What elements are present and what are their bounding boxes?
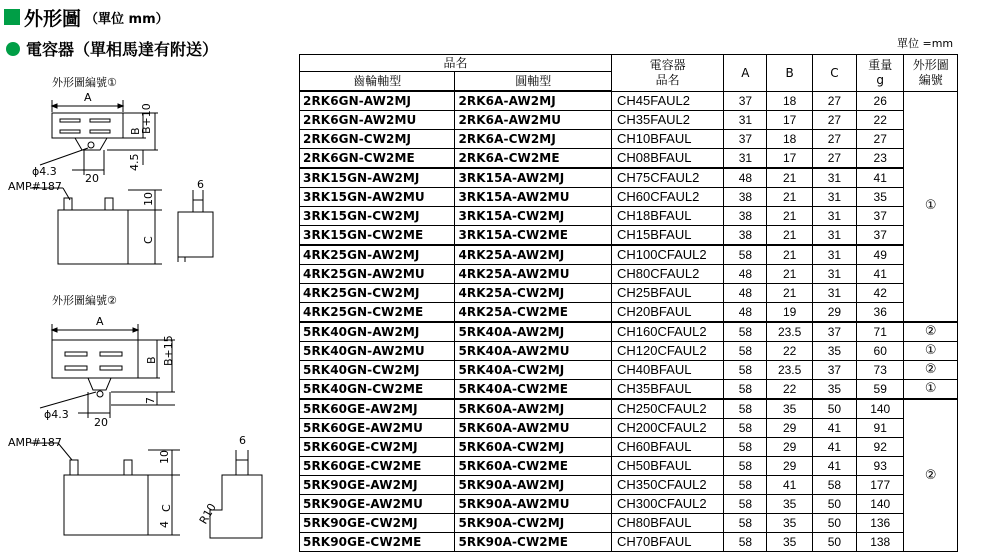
header-product-name: 品名: [300, 55, 612, 72]
dim-c-cell: 31: [812, 284, 856, 303]
dim-a-cell: 58: [724, 322, 767, 342]
dim-a-cell: 48: [724, 265, 767, 284]
dim-b-cell: 18: [767, 130, 812, 149]
dim-b-cell: 17: [767, 111, 812, 130]
dim-c-cell: 41: [812, 457, 856, 476]
capacitor-cell: CH08BFAUL: [612, 149, 724, 169]
gear-shaft-cell: 5RK40GN-AW2MU: [300, 342, 455, 361]
dim-c-cell: 50: [812, 399, 856, 419]
dim-c-cell: 31: [812, 207, 856, 226]
weight-cell: 41: [857, 168, 904, 188]
capacitor-cell: CH20BFAUL: [612, 303, 724, 323]
gear-shaft-cell: 2RK6GN-AW2MJ: [300, 91, 455, 111]
weight-cell: 23: [857, 149, 904, 169]
round-shaft-cell: 2RK6A-CW2ME: [455, 149, 612, 169]
dim-c-cell: 31: [812, 226, 856, 246]
gear-shaft-cell: 5RK40GN-AW2MJ: [300, 322, 455, 342]
gear-shaft-cell: 5RK90GE-AW2MU: [300, 495, 455, 514]
dim-a-cell: 38: [724, 226, 767, 246]
capacitor-cell: CH50BFAUL: [612, 457, 724, 476]
table-row: [300, 322, 958, 342]
figure-no-cell: ②: [904, 361, 958, 380]
gear-shaft-cell: 5RK40GN-CW2MJ: [300, 361, 455, 380]
weight-cell: 177: [857, 476, 904, 495]
dim-c-cell: 35: [812, 380, 856, 400]
fig2-dim-4: 4: [158, 521, 171, 528]
dim-c-cell: 50: [812, 514, 856, 533]
section-heading: [6, 37, 218, 60]
fig1-dim-b10: B+10: [140, 103, 153, 134]
weight-cell: 27: [857, 130, 904, 149]
dim-a-cell: 58: [724, 495, 767, 514]
dim-b-cell: 35: [767, 399, 812, 419]
table-row: [300, 265, 958, 284]
capacitor-cell: CH75CFAUL2: [612, 168, 724, 188]
table-row: [300, 130, 958, 149]
gear-shaft-cell: 5RK90GE-CW2MJ: [300, 514, 455, 533]
weight-cell: 22: [857, 111, 904, 130]
round-shaft-cell: 5RK60A-AW2MU: [455, 419, 612, 438]
header-weight-line1: 重量: [868, 57, 893, 72]
dim-b-cell: 41: [767, 476, 812, 495]
round-shaft-cell: 4RK25A-AW2MJ: [455, 245, 612, 265]
weight-cell: 93: [857, 457, 904, 476]
dim-c-cell: 27: [812, 91, 856, 111]
header-figure-line2: 編號: [918, 72, 943, 87]
fig1-dim-20: 20: [85, 172, 99, 185]
dim-b-cell: 21: [767, 188, 812, 207]
weight-cell: 41: [857, 265, 904, 284]
table-row: [300, 495, 958, 514]
gear-shaft-cell: 3RK15GN-CW2ME: [300, 226, 455, 246]
capacitor-cell: CH80CFAUL2: [612, 265, 724, 284]
dim-b-cell: 21: [767, 207, 812, 226]
capacitor-cell: CH70BFAUL: [612, 533, 724, 552]
weight-cell: 140: [857, 399, 904, 419]
table-row: [300, 91, 958, 111]
weight-cell: 92: [857, 438, 904, 457]
header-weight-line2: g: [876, 72, 885, 87]
table-row: [300, 361, 958, 380]
table-row: [300, 188, 958, 207]
gear-shaft-cell: 4RK25GN-AW2MJ: [300, 245, 455, 265]
gear-shaft-cell: 3RK15GN-AW2MJ: [300, 168, 455, 188]
round-shaft-cell: 3RK15A-CW2ME: [455, 226, 612, 246]
fig2-dim-c: C: [160, 504, 173, 512]
round-shaft-cell: 5RK40A-CW2ME: [455, 380, 612, 400]
capacitor-cell: CH100CFAUL2: [612, 245, 724, 265]
gear-shaft-cell: 2RK6GN-CW2ME: [300, 149, 455, 169]
weight-cell: 91: [857, 419, 904, 438]
gear-shaft-cell: 2RK6GN-CW2MJ: [300, 130, 455, 149]
table-row: [300, 168, 958, 188]
figure-2-drawing: [0, 310, 290, 545]
header-capacitor: [612, 55, 724, 92]
header-round-shaft: 圓軸型: [455, 72, 612, 92]
gear-shaft-cell: 3RK15GN-CW2MJ: [300, 207, 455, 226]
dim-a-cell: 48: [724, 284, 767, 303]
dim-b-cell: 18: [767, 91, 812, 111]
capacitor-cell: CH80BFAUL: [612, 514, 724, 533]
capacitor-cell: CH160CFAUL2: [612, 322, 724, 342]
gear-shaft-cell: 5RK90GE-AW2MJ: [300, 476, 455, 495]
dim-b-cell: 35: [767, 514, 812, 533]
round-shaft-cell: 5RK60A-CW2MJ: [455, 438, 612, 457]
table-row: [300, 514, 958, 533]
table-row: [300, 226, 958, 246]
dim-c-cell: 31: [812, 265, 856, 284]
round-shaft-cell: 5RK40A-CW2MJ: [455, 361, 612, 380]
fig2-amp: AMP#187: [8, 436, 62, 449]
green-dot-icon: [6, 42, 20, 56]
fig2-dim-a: A: [96, 315, 104, 328]
weight-cell: 73: [857, 361, 904, 380]
header-b: B: [767, 55, 812, 92]
weight-cell: 140: [857, 495, 904, 514]
dim-b-cell: 21: [767, 265, 812, 284]
dim-c-cell: 27: [812, 130, 856, 149]
fig1-dim-a: A: [84, 91, 92, 104]
dim-b-cell: 21: [767, 245, 812, 265]
capacitor-cell: CH300CFAUL2: [612, 495, 724, 514]
capacitor-cell: CH18BFAUL: [612, 207, 724, 226]
table-row: [300, 438, 958, 457]
weight-cell: 138: [857, 533, 904, 552]
dim-c-cell: 41: [812, 419, 856, 438]
figure-1-drawing: [0, 90, 290, 280]
dim-b-cell: 19: [767, 303, 812, 323]
weight-cell: 42: [857, 284, 904, 303]
dim-c-cell: 35: [812, 342, 856, 361]
capacitor-cell: CH250CFAUL2: [612, 399, 724, 419]
dim-a-cell: 58: [724, 342, 767, 361]
capacitor-spec-table: [299, 54, 958, 552]
table-row: [300, 399, 958, 419]
gear-shaft-cell: 2RK6GN-AW2MU: [300, 111, 455, 130]
dim-b-cell: 29: [767, 438, 812, 457]
fig1-amp: AMP#187: [8, 180, 62, 193]
dim-a-cell: 38: [724, 207, 767, 226]
dim-b-cell: 29: [767, 419, 812, 438]
dim-c-cell: 37: [812, 322, 856, 342]
fig1-dim-45: 4.5: [128, 153, 141, 171]
round-shaft-cell: 5RK40A-AW2MU: [455, 342, 612, 361]
dim-b-cell: 22: [767, 380, 812, 400]
figure-no-value: ①: [924, 198, 937, 214]
header-figure-line1: 外形圖: [912, 57, 949, 72]
round-shaft-cell: 5RK90A-AW2MU: [455, 495, 612, 514]
figure-1-label: 外形圖編號①: [52, 76, 117, 89]
dim-a-cell: 37: [724, 91, 767, 111]
dim-b-cell: 22: [767, 342, 812, 361]
dim-c-cell: 50: [812, 495, 856, 514]
fig2-dim-20: 20: [94, 416, 108, 429]
round-shaft-cell: 2RK6A-AW2MU: [455, 111, 612, 130]
capacitor-cell: CH35FAUL2: [612, 111, 724, 130]
figure-no-cell: [904, 91, 958, 322]
gear-shaft-cell: 5RK90GE-CW2ME: [300, 533, 455, 552]
dim-b-cell: 21: [767, 226, 812, 246]
gear-shaft-cell: 5RK60GE-CW2ME: [300, 457, 455, 476]
figure-no-cell: ①: [904, 342, 958, 361]
dim-a-cell: 48: [724, 303, 767, 323]
dim-c-cell: 50: [812, 533, 856, 552]
table-row: [300, 111, 958, 130]
unit-note: 單位 =mm: [897, 37, 954, 50]
capacitor-cell: CH40BFAUL: [612, 361, 724, 380]
gear-shaft-cell: 4RK25GN-AW2MU: [300, 265, 455, 284]
weight-cell: 59: [857, 380, 904, 400]
dim-a-cell: 58: [724, 380, 767, 400]
round-shaft-cell: 2RK6A-AW2MJ: [455, 91, 612, 111]
round-shaft-cell: 3RK15A-CW2MJ: [455, 207, 612, 226]
dim-c-cell: 41: [812, 438, 856, 457]
gear-shaft-cell: 5RK60GE-CW2MJ: [300, 438, 455, 457]
fig2-dim-6: 6: [239, 434, 246, 447]
round-shaft-cell: 5RK90A-AW2MJ: [455, 476, 612, 495]
weight-cell: 136: [857, 514, 904, 533]
weight-cell: 60: [857, 342, 904, 361]
page-title-text: 外形圖: [24, 7, 82, 30]
table-row: [300, 533, 958, 552]
dim-b-cell: 17: [767, 149, 812, 169]
table-row: [300, 207, 958, 226]
round-shaft-cell: 4RK25A-CW2MJ: [455, 284, 612, 303]
round-shaft-cell: 2RK6A-CW2MJ: [455, 130, 612, 149]
capacitor-cell: CH25BFAUL: [612, 284, 724, 303]
dim-a-cell: 58: [724, 399, 767, 419]
table-row: [300, 245, 958, 265]
dim-b-cell: 23.5: [767, 361, 812, 380]
gear-shaft-cell: 3RK15GN-AW2MU: [300, 188, 455, 207]
dim-a-cell: 58: [724, 419, 767, 438]
table-row: [300, 303, 958, 323]
fig1-dim-c: C: [142, 236, 155, 244]
dim-a-cell: 31: [724, 149, 767, 169]
round-shaft-cell: 5RK60A-CW2ME: [455, 457, 612, 476]
round-shaft-cell: 5RK90A-CW2MJ: [455, 514, 612, 533]
table-row: [300, 284, 958, 303]
fig2-dim-7: 7: [144, 397, 157, 404]
dim-c-cell: 37: [812, 361, 856, 380]
dim-a-cell: 58: [724, 514, 767, 533]
fig2-dim-10: 10: [158, 450, 171, 464]
table-row: [300, 457, 958, 476]
dim-a-cell: 58: [724, 533, 767, 552]
green-square-icon: [4, 9, 20, 25]
table-row: [300, 342, 958, 361]
table-row: [300, 419, 958, 438]
fig2-dim-phi: ϕ4.3: [44, 408, 69, 421]
figure-no-value: ②: [924, 467, 937, 483]
gear-shaft-cell: 5RK40GN-CW2ME: [300, 380, 455, 400]
dim-c-cell: 31: [812, 245, 856, 265]
fig1-dim-10: 10: [142, 192, 155, 206]
weight-cell: 37: [857, 226, 904, 246]
header-figure-no: [904, 55, 958, 92]
dim-b-cell: 35: [767, 533, 812, 552]
header-c: C: [812, 55, 856, 92]
dim-a-cell: 38: [724, 188, 767, 207]
dim-c-cell: 27: [812, 111, 856, 130]
page-title-unit: （單位 mm）: [85, 11, 169, 27]
dim-b-cell: 21: [767, 284, 812, 303]
dim-a-cell: 58: [724, 476, 767, 495]
round-shaft-cell: 3RK15A-AW2MJ: [455, 168, 612, 188]
fig1-dim-phi: ϕ4.3: [32, 165, 57, 178]
capacitor-cell: CH60CFAUL2: [612, 188, 724, 207]
table-row: [300, 380, 958, 400]
dim-a-cell: 58: [724, 361, 767, 380]
dim-c-cell: 58: [812, 476, 856, 495]
figure-no-cell: [904, 399, 958, 552]
fig2-dim-b15: B+15: [162, 335, 175, 366]
fig1-dim-6: 6: [197, 178, 204, 191]
dim-a-cell: 58: [724, 245, 767, 265]
dim-a-cell: 37: [724, 130, 767, 149]
fig1-dim-b: B: [129, 127, 142, 135]
dim-b-cell: 35: [767, 495, 812, 514]
dim-c-cell: 31: [812, 188, 856, 207]
figure-no-cell: ①: [904, 380, 958, 400]
header-weight: [857, 55, 904, 92]
weight-cell: 71: [857, 322, 904, 342]
dim-c-cell: 31: [812, 168, 856, 188]
capacitor-cell: CH120CFAUL2: [612, 342, 724, 361]
fig2-dim-b: B: [145, 356, 158, 364]
dim-a-cell: 31: [724, 111, 767, 130]
dim-b-cell: 23.5: [767, 322, 812, 342]
header-gear-shaft: 齒輪軸型: [300, 72, 455, 92]
round-shaft-cell: 4RK25A-CW2ME: [455, 303, 612, 323]
round-shaft-cell: 3RK15A-AW2MU: [455, 188, 612, 207]
fig2-dim-r10: R10: [196, 501, 219, 527]
capacitor-cell: CH60BFAUL: [612, 438, 724, 457]
header-capacitor-line1: 電容器: [649, 57, 686, 72]
dim-a-cell: 48: [724, 168, 767, 188]
header-a: A: [724, 55, 767, 92]
round-shaft-cell: 4RK25A-AW2MU: [455, 265, 612, 284]
figure-2-label: 外形圖編號②: [52, 294, 117, 307]
page-title: [4, 4, 169, 30]
dim-a-cell: 58: [724, 457, 767, 476]
round-shaft-cell: 5RK90A-CW2ME: [455, 533, 612, 552]
weight-cell: 49: [857, 245, 904, 265]
dim-c-cell: 29: [812, 303, 856, 323]
capacitor-cell: CH200CFAUL2: [612, 419, 724, 438]
gear-shaft-cell: 5RK60GE-AW2MJ: [300, 399, 455, 419]
table-row: [300, 149, 958, 169]
capacitor-cell: CH350CFAUL2: [612, 476, 724, 495]
table-row: [300, 476, 958, 495]
header-capacitor-line2: 品名: [655, 72, 680, 87]
round-shaft-cell: 5RK60A-AW2MJ: [455, 399, 612, 419]
section-heading-text: 電容器（單相馬達有附送）: [26, 40, 219, 59]
dim-a-cell: 58: [724, 438, 767, 457]
gear-shaft-cell: 4RK25GN-CW2MJ: [300, 284, 455, 303]
gear-shaft-cell: 4RK25GN-CW2ME: [300, 303, 455, 323]
gear-shaft-cell: 5RK60GE-AW2MU: [300, 419, 455, 438]
capacitor-cell: CH10BFAUL: [612, 130, 724, 149]
capacitor-cell: CH15BFAUL: [612, 226, 724, 246]
dim-b-cell: 21: [767, 168, 812, 188]
capacitor-cell: CH35BFAUL: [612, 380, 724, 400]
dim-b-cell: 29: [767, 457, 812, 476]
weight-cell: 26: [857, 91, 904, 111]
weight-cell: 37: [857, 207, 904, 226]
capacitor-cell: CH45FAUL2: [612, 91, 724, 111]
dim-c-cell: 27: [812, 149, 856, 169]
weight-cell: 36: [857, 303, 904, 323]
weight-cell: 35: [857, 188, 904, 207]
figure-no-cell: ②: [904, 322, 958, 342]
round-shaft-cell: 5RK40A-AW2MJ: [455, 322, 612, 342]
